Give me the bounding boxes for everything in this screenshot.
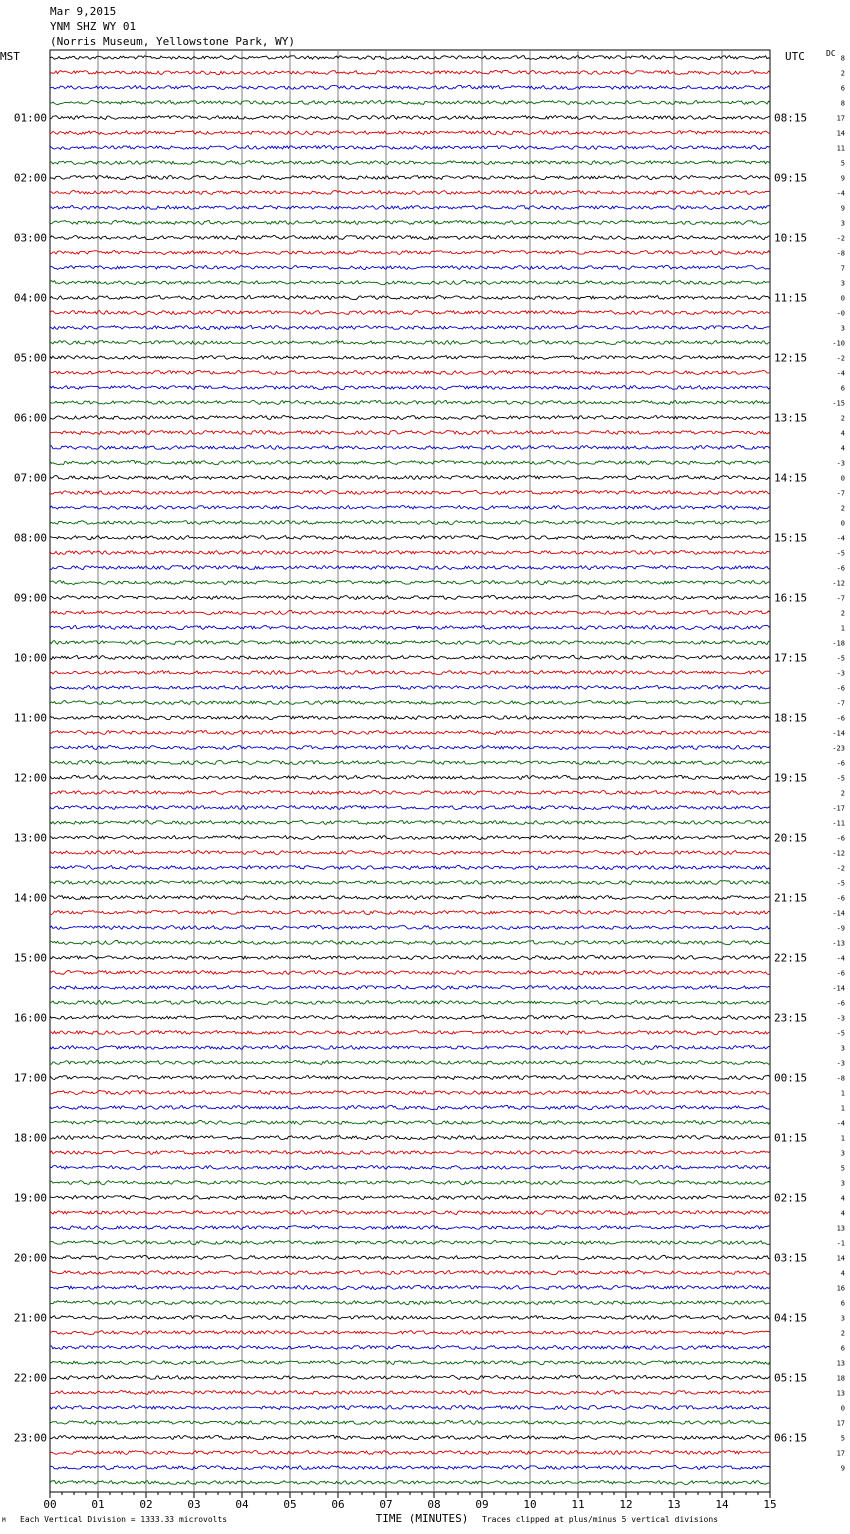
trace-row xyxy=(50,550,770,554)
x-axis xyxy=(43,1492,776,1511)
mst-hour-label: 23:00 xyxy=(13,1431,47,1445)
dc-offset-value: -4 xyxy=(836,189,845,198)
trace-row xyxy=(50,116,770,120)
mst-hour-label: 05:00 xyxy=(13,351,47,365)
utc-hour-label: 22:15 xyxy=(774,951,808,965)
scale-note: Each Vertical Division = 1333.33 microvolts xyxy=(20,1515,228,1524)
trace-row xyxy=(50,521,770,525)
dc-offset-value: -15 xyxy=(832,399,845,408)
trace-row xyxy=(50,895,770,899)
trace-row xyxy=(50,581,770,585)
trace-row xyxy=(50,130,770,134)
utc-hour-label: 00:15 xyxy=(774,1071,808,1085)
trace-row xyxy=(50,1075,770,1079)
dc-offset-value: 0 xyxy=(840,519,845,528)
dc-offset-value: -6 xyxy=(836,969,845,978)
seismogram-traces xyxy=(50,56,770,1485)
clip-note: Traces clipped at plus/minus 5 vertical divisions xyxy=(482,1515,719,1524)
trace-row xyxy=(50,70,770,74)
dc-offset-value: 14 xyxy=(836,129,845,138)
mst-hour-label: 14:00 xyxy=(13,891,47,905)
trace-row xyxy=(50,536,770,540)
trace-row xyxy=(50,1285,770,1289)
trace-row xyxy=(50,610,770,614)
dc-offset-value: -5 xyxy=(836,654,845,663)
utc-hour-label: 23:15 xyxy=(774,1011,808,1025)
mst-hour-label: 10:00 xyxy=(13,651,47,665)
dc-offset-value: -3 xyxy=(836,1014,845,1023)
utc-hour-label: 11:15 xyxy=(774,291,808,305)
utc-hour-label: 12:15 xyxy=(774,351,808,365)
trace-row xyxy=(50,235,770,239)
trace-row xyxy=(50,655,770,659)
mst-hour-label: 19:00 xyxy=(13,1191,47,1205)
x-tick-label: 00 xyxy=(43,1498,57,1511)
dc-offset-value: -4 xyxy=(836,369,845,378)
dc-offset-value: 3 xyxy=(840,1149,845,1158)
trace-row xyxy=(50,250,770,254)
trace-row xyxy=(50,1405,770,1409)
trace-row xyxy=(50,445,770,449)
dc-offset-value: 1 xyxy=(840,624,845,633)
utc-hour-label: 08:15 xyxy=(774,111,808,125)
trace-row xyxy=(50,1166,770,1170)
trace-row xyxy=(50,460,770,464)
trace-row xyxy=(50,880,770,884)
dc-offset-header: DC xyxy=(826,49,836,58)
trace-row xyxy=(50,475,770,479)
mst-hour-label: 22:00 xyxy=(13,1371,47,1385)
utc-hour-label: 01:15 xyxy=(774,1131,808,1145)
trace-row xyxy=(50,866,770,870)
chart-date: Mar 9,2015 xyxy=(50,5,117,18)
dc-offset-value: -3 xyxy=(836,1059,845,1068)
dc-offset-value: 5 xyxy=(840,1164,845,1173)
trace-row xyxy=(50,925,770,929)
utc-hour-label: 09:15 xyxy=(774,171,808,185)
dc-offset-value: 4 xyxy=(840,1269,845,1278)
dc-offset-value: -4 xyxy=(836,534,845,543)
trace-row xyxy=(50,1060,770,1064)
trace-row xyxy=(50,1255,770,1259)
dc-offset-value: -6 xyxy=(836,759,845,768)
x-tick-label: 13 xyxy=(667,1498,681,1511)
trace-row xyxy=(50,56,770,60)
trace-row xyxy=(50,190,770,194)
trace-row xyxy=(50,370,770,374)
utc-hour-label: 14:15 xyxy=(774,471,808,485)
dc-offset-value: 1 xyxy=(840,1134,845,1143)
x-tick-label: 06 xyxy=(331,1498,345,1511)
dc-offset-value: -4 xyxy=(836,1119,845,1128)
dc-offset-value: -6 xyxy=(836,684,845,693)
dc-offset-value: 1 xyxy=(840,1089,845,1098)
trace-row xyxy=(50,641,770,645)
trace-row xyxy=(50,820,770,824)
trace-row xyxy=(50,1481,770,1485)
corner-mark: M xyxy=(2,1517,6,1524)
mst-hour-label: 18:00 xyxy=(13,1131,47,1145)
trace-row xyxy=(50,955,770,959)
trace-row xyxy=(50,280,770,284)
trace-row xyxy=(50,625,770,629)
trace-row xyxy=(50,1270,770,1274)
mst-hour-label: 03:00 xyxy=(13,231,47,245)
trace-row xyxy=(50,206,770,210)
trace-row xyxy=(50,1391,770,1395)
dc-offset-value: -17 xyxy=(832,804,845,813)
mst-hour-label: 07:00 xyxy=(13,471,47,485)
trace-row xyxy=(50,386,770,390)
trace-row xyxy=(50,220,770,224)
trace-row xyxy=(50,1015,770,1019)
dc-offset-value: -14 xyxy=(832,909,845,918)
dc-offset-value: 4 xyxy=(840,1194,845,1203)
trace-row xyxy=(50,685,770,689)
trace-row xyxy=(50,1181,770,1185)
trace-row xyxy=(50,1331,770,1335)
dc-offset-value: -18 xyxy=(832,639,845,648)
trace-row xyxy=(50,970,770,974)
trace-row xyxy=(50,490,770,494)
dc-offset-value: 9 xyxy=(840,204,845,213)
x-tick-label: 12 xyxy=(619,1498,633,1511)
mst-hour-label: 17:00 xyxy=(13,1071,47,1085)
utc-hour-label: 15:15 xyxy=(774,531,808,545)
dc-offset-value: -5 xyxy=(836,879,845,888)
dc-offset-value: -8 xyxy=(836,1074,845,1083)
dc-offset-value: -14 xyxy=(832,984,845,993)
dc-offset-labels xyxy=(832,55,845,1473)
dc-offset-value: 3 xyxy=(840,1044,845,1053)
dc-offset-value: 6 xyxy=(840,84,845,93)
trace-row xyxy=(50,100,770,104)
utc-hour-label: 16:15 xyxy=(774,591,808,605)
dc-offset-value: 0 xyxy=(840,1404,845,1413)
dc-offset-value: 17 xyxy=(836,1419,845,1428)
dc-offset-value: 5 xyxy=(840,159,845,168)
trace-row xyxy=(50,310,770,314)
trace-row xyxy=(50,1375,770,1379)
dc-offset-value: -12 xyxy=(832,579,845,588)
trace-row xyxy=(50,730,770,734)
trace-row xyxy=(50,265,770,269)
dc-offset-value: -14 xyxy=(832,729,845,738)
dc-offset-value: 6 xyxy=(840,1344,845,1353)
trace-row xyxy=(50,775,770,779)
x-tick-label: 03 xyxy=(187,1498,201,1511)
x-tick-label: 10 xyxy=(523,1498,537,1511)
left-timezone-label: MST xyxy=(0,50,20,63)
station-code: YNM SHZ WY 01 xyxy=(50,20,137,33)
trace-row xyxy=(50,1300,770,1304)
dc-offset-value: -0 xyxy=(836,309,845,318)
dc-offset-value: -12 xyxy=(832,849,845,858)
utc-hour-label: 17:15 xyxy=(774,651,808,665)
mst-hour-label: 21:00 xyxy=(13,1311,47,1325)
x-tick-label: 09 xyxy=(475,1498,489,1511)
dc-offset-value: 3 xyxy=(840,1179,845,1188)
dc-offset-value: 13 xyxy=(836,1389,845,1398)
x-tick-label: 02 xyxy=(139,1498,153,1511)
dc-offset-value: -6 xyxy=(836,564,845,573)
trace-row xyxy=(50,985,770,989)
trace-row xyxy=(50,716,770,720)
x-tick-label: 04 xyxy=(235,1498,249,1511)
utc-hour-label: 18:15 xyxy=(774,711,808,725)
trace-row xyxy=(50,430,770,434)
mst-hour-label: 15:00 xyxy=(13,951,47,965)
trace-row xyxy=(50,415,770,419)
dc-offset-value: 11 xyxy=(836,144,845,153)
utc-hour-label: 05:15 xyxy=(774,1371,808,1385)
mst-hour-label: 12:00 xyxy=(13,771,47,785)
trace-row xyxy=(50,295,770,299)
dc-offset-value: 4 xyxy=(840,429,845,438)
trace-row xyxy=(50,565,770,569)
dc-offset-value: 2 xyxy=(840,609,845,618)
dc-offset-value: 2 xyxy=(840,69,845,78)
trace-row xyxy=(50,745,770,749)
trace-row xyxy=(50,760,770,764)
x-tick-label: 11 xyxy=(571,1498,585,1511)
mst-hour-label: 20:00 xyxy=(13,1251,47,1265)
dc-offset-value: -7 xyxy=(836,594,845,603)
dc-offset-value: 14 xyxy=(836,1254,845,1263)
dc-offset-value: -2 xyxy=(836,864,845,873)
dc-offset-value: -13 xyxy=(832,939,845,948)
dc-offset-value: -11 xyxy=(832,819,845,828)
trace-row xyxy=(50,145,770,149)
mst-hour-label: 11:00 xyxy=(13,711,47,725)
dc-offset-value: 3 xyxy=(840,1314,845,1323)
dc-offset-value: -7 xyxy=(836,489,845,498)
utc-hour-label: 06:15 xyxy=(774,1431,808,1445)
dc-offset-value: 1 xyxy=(840,1104,845,1113)
dc-offset-value: 4 xyxy=(840,1209,845,1218)
utc-hour-label: 10:15 xyxy=(774,231,808,245)
mst-hour-label: 06:00 xyxy=(13,411,47,425)
dc-offset-value: 3 xyxy=(840,219,845,228)
trace-row xyxy=(50,836,770,840)
dc-offset-value: 2 xyxy=(840,789,845,798)
dc-offset-value: 5 xyxy=(840,1434,845,1443)
station-location: (Norris Museum, Yellowstone Park, WY) xyxy=(50,35,296,48)
mst-hour-label: 16:00 xyxy=(13,1011,47,1025)
dc-offset-value: 18 xyxy=(836,1374,845,1383)
trace-row xyxy=(50,1465,770,1469)
trace-row xyxy=(50,1420,770,1424)
x-tick-label: 14 xyxy=(715,1498,729,1511)
dc-offset-value: 2 xyxy=(840,1329,845,1338)
trace-row xyxy=(50,1315,770,1319)
trace-row xyxy=(50,1001,770,1005)
x-tick-label: 15 xyxy=(763,1498,777,1511)
dc-offset-value: -6 xyxy=(836,894,845,903)
dc-offset-value: 8 xyxy=(840,54,845,63)
mst-hour-label: 02:00 xyxy=(13,171,47,185)
dc-offset-value: -10 xyxy=(832,339,845,348)
trace-row xyxy=(50,1120,770,1124)
dc-offset-value: -2 xyxy=(836,354,845,363)
dc-offset-value: -6 xyxy=(836,999,845,1008)
x-axis-title: TIME (MINUTES) xyxy=(375,1512,469,1525)
dc-offset-value: 13 xyxy=(836,1224,845,1233)
dc-offset-value: -5 xyxy=(836,774,845,783)
trace-row xyxy=(50,176,770,180)
trace-row xyxy=(50,911,770,915)
trace-row xyxy=(50,1135,770,1139)
utc-hour-label: 20:15 xyxy=(774,831,808,845)
trace-row xyxy=(50,400,770,404)
trace-row xyxy=(50,1361,770,1365)
mst-hour-label: 01:00 xyxy=(13,111,47,125)
dc-offset-value: -3 xyxy=(836,459,845,468)
dc-offset-value: 7 xyxy=(840,264,845,273)
trace-row xyxy=(50,325,770,329)
x-tick-label: 05 xyxy=(283,1498,297,1511)
trace-row xyxy=(50,701,770,705)
dc-offset-value: 17 xyxy=(836,114,845,123)
mst-hour-label: 08:00 xyxy=(13,531,47,545)
dc-offset-value: -3 xyxy=(836,669,845,678)
trace-row xyxy=(50,1210,770,1214)
dc-offset-value: -1 xyxy=(836,1239,845,1248)
dc-offset-value: 16 xyxy=(836,1284,845,1293)
trace-row xyxy=(50,1195,770,1199)
dc-offset-value: 17 xyxy=(836,1449,845,1458)
trace-row xyxy=(50,1105,770,1109)
trace-row xyxy=(50,1450,770,1454)
trace-row xyxy=(50,1031,770,1035)
dc-offset-value: -5 xyxy=(836,1029,845,1038)
trace-row xyxy=(50,805,770,809)
dc-offset-value: 0 xyxy=(840,474,845,483)
dc-offset-value: 9 xyxy=(840,174,845,183)
trace-row xyxy=(50,161,770,165)
dc-offset-value: 2 xyxy=(840,414,845,423)
dc-offset-value: 0 xyxy=(840,294,845,303)
utc-hour-label: 13:15 xyxy=(774,411,808,425)
right-timezone-label: UTC xyxy=(785,50,805,63)
trace-row xyxy=(50,1150,770,1154)
trace-row xyxy=(50,1345,770,1349)
trace-row xyxy=(50,671,770,675)
utc-hour-label: 04:15 xyxy=(774,1311,808,1325)
trace-row xyxy=(50,1225,770,1229)
dc-offset-value: -6 xyxy=(836,714,845,723)
dc-offset-value: 3 xyxy=(840,324,845,333)
dc-offset-value: -4 xyxy=(836,954,845,963)
utc-hour-label: 19:15 xyxy=(774,771,808,785)
dc-offset-value: -23 xyxy=(832,744,845,753)
dc-offset-value: 4 xyxy=(840,444,845,453)
x-tick-label: 01 xyxy=(91,1498,105,1511)
dc-offset-value: 13 xyxy=(836,1359,845,1368)
trace-row xyxy=(50,790,770,794)
utc-hour-label: 02:15 xyxy=(774,1191,808,1205)
utc-hour-label: 03:15 xyxy=(774,1251,808,1265)
trace-row xyxy=(50,595,770,599)
x-tick-label: 08 xyxy=(427,1498,441,1511)
trace-row xyxy=(50,85,770,89)
dc-offset-value: 3 xyxy=(840,279,845,288)
dc-offset-value: -6 xyxy=(836,834,845,843)
utc-hour-label: 21:15 xyxy=(774,891,808,905)
dc-offset-value: 9 xyxy=(840,1464,845,1473)
mst-hour-label: 13:00 xyxy=(13,831,47,845)
dc-offset-value: -5 xyxy=(836,549,845,558)
mst-hour-label: 04:00 xyxy=(13,291,47,305)
dc-offset-value: -9 xyxy=(836,924,845,933)
trace-row xyxy=(50,506,770,510)
trace-row xyxy=(50,1090,770,1094)
trace-row xyxy=(50,341,770,345)
mst-hour-label: 09:00 xyxy=(13,591,47,605)
dc-offset-value: -2 xyxy=(836,234,845,243)
trace-row xyxy=(50,851,770,855)
trace-row xyxy=(50,940,770,944)
trace-row xyxy=(50,1241,770,1245)
trace-row xyxy=(50,1045,770,1049)
dc-offset-value: 6 xyxy=(840,1299,845,1308)
x-tick-label: 07 xyxy=(379,1498,393,1511)
dc-offset-value: 2 xyxy=(840,504,845,513)
trace-row xyxy=(50,1435,770,1439)
dc-offset-value: 8 xyxy=(840,99,845,108)
dc-offset-value: 6 xyxy=(840,384,845,393)
trace-row xyxy=(50,355,770,359)
dc-offset-value: -8 xyxy=(836,249,845,258)
dc-offset-value: -7 xyxy=(836,699,845,708)
